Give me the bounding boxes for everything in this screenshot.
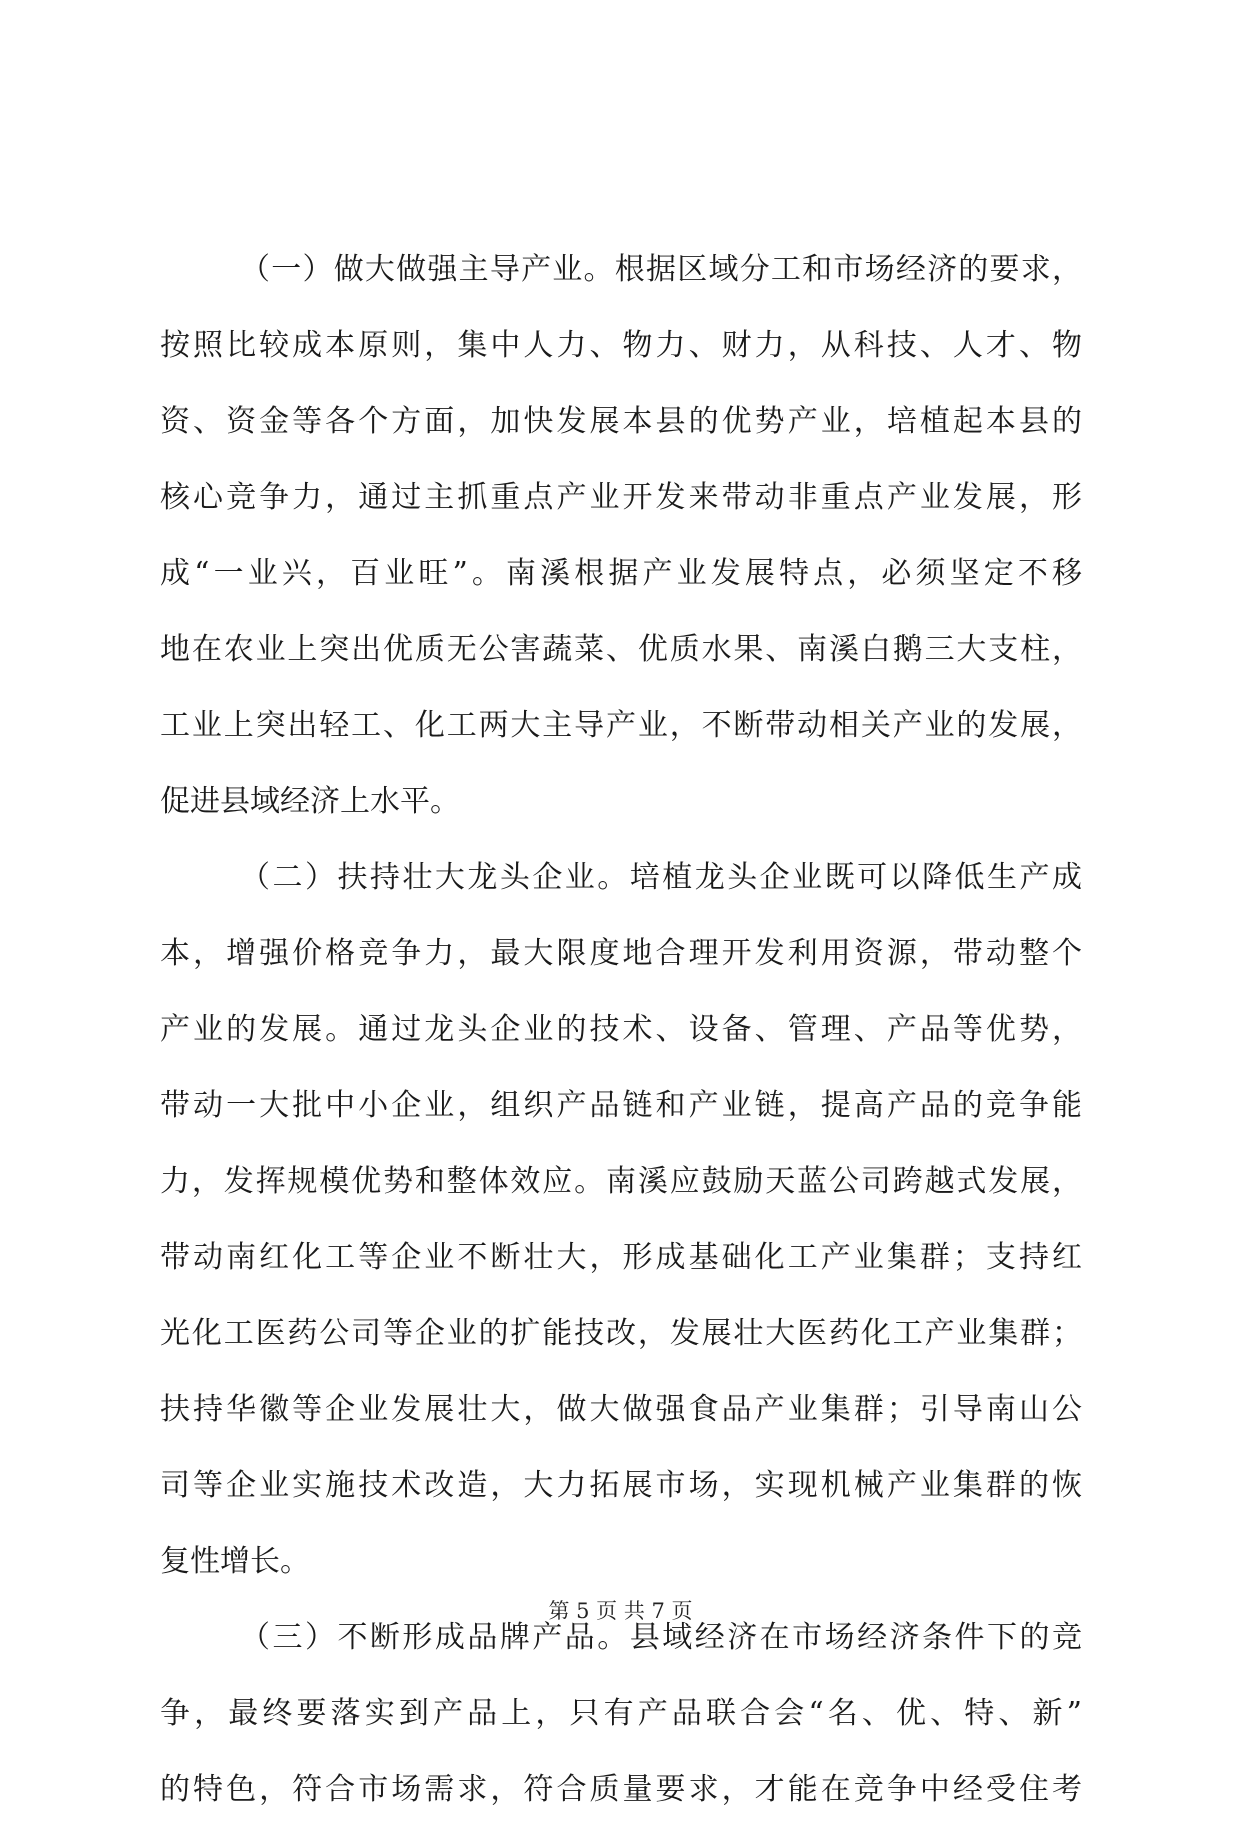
text-line: 复性增长。	[160, 1544, 310, 1579]
text-line: 带动南红化工等企业不断壮大，形成基础化工产业集群；支持红	[160, 1240, 1082, 1275]
text-line: 成“一业兴，百业旺”。南溪根据产业发展特点，必须坚定不移	[160, 556, 1082, 591]
text-line: 扶持华徽等企业发展壮大，做大做强食品产业集群；引导南山公	[160, 1392, 1082, 1427]
text-line: 的特色，符合市场需求，符合质量要求，才能在竞争中经受住考	[160, 1772, 1082, 1807]
text-line: 司等企业实施技术改造，大力拓展市场，实现机械产业集群的恢	[160, 1468, 1082, 1503]
text-line: 产业的发展。通过龙头企业的技术、设备、管理、产品等优势，	[160, 1012, 1082, 1047]
paragraph-2	[160, 840, 1082, 1600]
text-line: 资、资金等各个方面，加快发展本县的优势产业，培植起本县的	[160, 404, 1082, 439]
text-line: 争，最终要落实到产品上，只有产品联合会“名、优、特、新”	[160, 1696, 1082, 1731]
text-line: 工业上突出轻工、化工两大主导产业，不断带动相关产业的发展，	[160, 708, 1082, 743]
document-body	[160, 232, 1082, 1828]
text-line: 促进县域经济上水平。	[160, 784, 460, 819]
text-line: （二）扶持壮大龙头企业。培植龙头企业既可以降低生产成	[240, 860, 1082, 895]
paragraph-1	[160, 232, 1082, 840]
text-line: 光化工医药公司等企业的扩能技改，发展壮大医药化工产业集群；	[160, 1316, 1082, 1351]
text-line: 力，发挥规模优势和整体效应。南溪应鼓励天蓝公司跨越式发展，	[160, 1164, 1082, 1199]
text-line: 地在农业上突出优质无公害蔬菜、优质水果、南溪白鹅三大支柱，	[160, 632, 1082, 667]
paragraph-3	[160, 1600, 1082, 1828]
text-line: 核心竞争力，通过主抓重点产业开发来带动非重点产业发展，形	[160, 480, 1082, 515]
text-line: 带动一大批中小企业，组织产品链和产业链，提高产品的竞争能	[160, 1088, 1082, 1123]
text-line: 按照比较成本原则，集中人力、物力、财力，从科技、人才、物	[160, 328, 1082, 363]
page-footer: 第 5 页 共 7 页	[548, 1599, 693, 1623]
text-line: 本，增强价格竞争力，最大限度地合理开发利用资源，带动整个	[160, 936, 1082, 971]
text-line: （三）不断形成品牌产品。县域经济在市场经济条件下的竞	[240, 1620, 1082, 1655]
text-line: （一）做大做强主导产业。根据区域分工和市场经济的要求，	[240, 252, 1082, 287]
